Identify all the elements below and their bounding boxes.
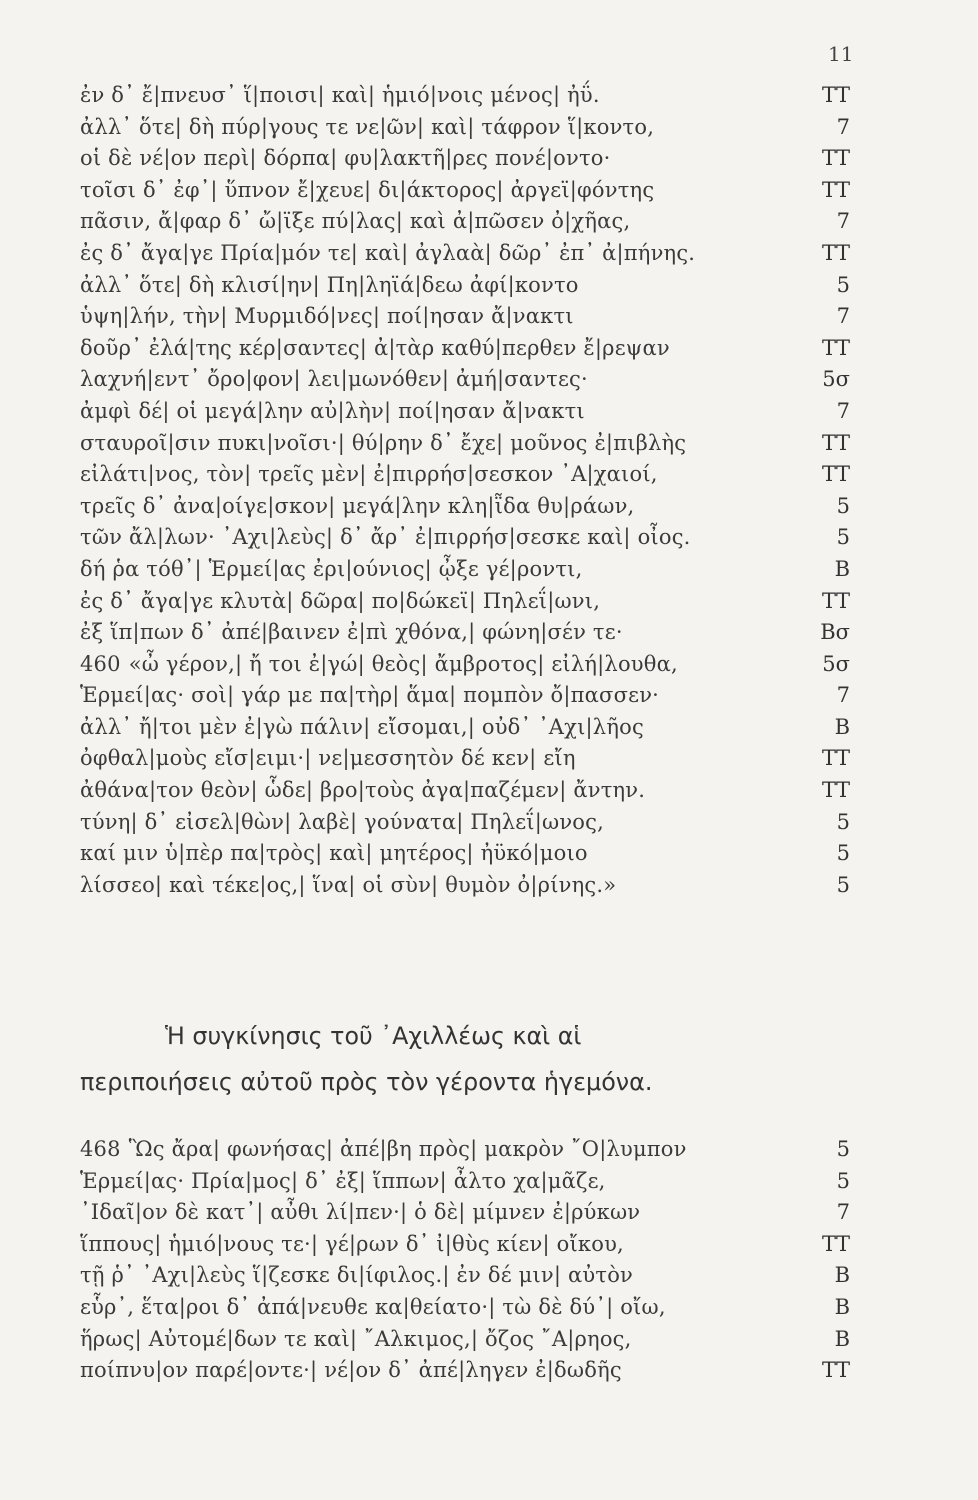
- line-number: 460: [80, 651, 121, 676]
- verse-line: [0, 238, 978, 270]
- verse-text: [80, 238, 695, 270]
- verse-words: ὀφθαλ|μοὺς εἴσ|ειμι·| νε|μεσσητὸν δέ κεν| εἴη: [80, 746, 576, 771]
- verse-text: [80, 459, 658, 491]
- meter-mark: ΤΤ: [821, 430, 850, 455]
- meter-mark: Β: [834, 1326, 850, 1351]
- verse-text: [80, 1260, 633, 1292]
- meter-mark: 5: [836, 872, 850, 897]
- meter-mark: 7: [836, 304, 850, 329]
- meter-mark: 5: [836, 272, 850, 297]
- verse-words: ἐξ ἵπ|πων δ᾽ ἀπέ|βαινεν ἐ|πὶ χθόνα,| φώνη|σέν τε·: [80, 620, 623, 645]
- verse-line: [0, 143, 978, 175]
- verse-text: [80, 649, 678, 681]
- verse-words: ἀμφὶ δέ| οἱ μεγά|λην αὐ|λὴν| ποί|ησαν ἄ|νακτι: [80, 398, 585, 423]
- verse-line: [0, 870, 978, 902]
- verse-text: [80, 617, 623, 649]
- verse-words: λίσσεο| καὶ τέκε|ος,| ἵνα| οἱ σὺν| θυμὸν ὀ|ρίνης.»: [80, 872, 617, 897]
- verse-text: [80, 1324, 632, 1356]
- verse-text: [80, 680, 659, 712]
- verse-words: σταυροῖ|σιν πυκι|νοῖσι·| θύ|ρην δ᾽ ἔχε| μοῦνος ἐ|πιβλὴς: [80, 430, 687, 455]
- verse-line: [0, 175, 978, 207]
- verse-words: εἰλάτι|νος, τὸν| τρεῖς μὲν| ἐ|πιρρήσ|σεσκον ᾽Α|χαιοί,: [80, 462, 658, 487]
- verse-line: [0, 459, 978, 491]
- verse-text: [80, 270, 579, 302]
- meter-mark: ΤΤ: [821, 1358, 850, 1383]
- verse-text: [80, 743, 576, 775]
- verse-words: Ἑρμεί|ας· σοὶ| γάρ με πα|τὴρ| ἅμα| πομπὸν ὄ|πασσεν·: [80, 683, 660, 708]
- verse-line: [0, 1134, 978, 1166]
- verse-words: πᾶσιν, ἄ|φαρ δ᾽ ὤ|ϊξε πύ|λας| καὶ ἀ|πῶσεν ὀ|χῆας,: [80, 209, 631, 234]
- verse-line: [0, 1229, 978, 1261]
- verse-line: [0, 522, 978, 554]
- verse-words: τῇ ῥ᾽ ᾽Αχι|λεὺς ἵ|ζεσκε δι|ίφιλος.| ἐν δέ μιν| αὐτὸν: [80, 1263, 634, 1288]
- verse-line: [0, 396, 978, 428]
- verse-line: [0, 743, 978, 775]
- verse-text: [80, 333, 670, 365]
- verse-text: [80, 554, 582, 586]
- meter-mark: Β: [834, 714, 850, 739]
- meter-mark: 5: [836, 1137, 850, 1161]
- meter-mark: 5: [836, 809, 850, 834]
- verse-words: ποίπνυ|ον παρέ|οντε·| νέ|ον δ᾽ ἀπέ|ληγεν ἐ|δωδῆς: [80, 1358, 622, 1383]
- verse-words: ἀλλ᾽ ὅτε| δὴ κλισί|ην| Πη|ληϊά|δεω ἀφί|κοντο: [80, 272, 579, 297]
- line-number: 468: [80, 1137, 121, 1161]
- verse-line: [0, 428, 978, 460]
- verse-line: [0, 206, 978, 238]
- verse-text: [80, 1229, 624, 1261]
- meter-mark: ΤΤ: [821, 778, 850, 803]
- verse-line: [0, 301, 978, 333]
- meter-mark: ΤΤ: [821, 335, 850, 360]
- meter-mark: ΤΤ: [821, 746, 850, 771]
- verse-text: [80, 775, 645, 807]
- verse-words: τοῖσι δ᾽ ἐφ᾽| ὕπνον ἔ|χευε| δι|άκτορος| ἀργεϊ|φόντης: [80, 177, 655, 202]
- verse-line: [0, 1166, 978, 1198]
- verse-text: [80, 428, 686, 460]
- verse-text: [80, 175, 654, 207]
- meter-mark: 5: [836, 841, 850, 866]
- verse-words: ἀλλ᾽ ὅτε| δὴ πύρ|γους τε νε|ῶν| καὶ| τάφρον ἵ|κοντο,: [80, 114, 655, 139]
- verse-words: τρεῖς δ᾽ ἀνα|οίγε|σκον| μεγά|λην κλη|ῗδα θυ|ράων,: [80, 493, 635, 518]
- verse-text: [80, 807, 604, 839]
- verse-line: [0, 80, 978, 112]
- verse-line: [0, 270, 978, 302]
- verse-words: λαχνή|εντ᾽ ὄρο|φον| λει|μωνόθεν| ἀμή|σαντες·: [80, 367, 588, 392]
- verse-text: [80, 1197, 640, 1229]
- meter-mark: 5: [836, 1168, 850, 1193]
- section-heading-line-2: περιποιήσεις αὐτοῦ πρὸς τὸν γέροντα ἡγεμόνα.: [80, 1068, 653, 1096]
- verse-words: ᾽Ιδαῖ|ον δὲ κατ᾽| αὖθι λί|πεν·| ὁ δὲ| μίμνεν ἐ|ρύκων: [80, 1200, 641, 1225]
- meter-mark: 7: [836, 398, 850, 423]
- verse-words: ἥρως| Αὐτομέ|δων τε καὶ| ῎Αλκιμος,| ὄζος ῎Α|ρηος,: [80, 1326, 632, 1351]
- verse-words: ὑψη|λήν, τὴν| Μυρμιδό|νες| ποί|ησαν ἄ|νακτι: [80, 304, 574, 329]
- verse-line: [0, 1197, 978, 1229]
- verse-text: [80, 80, 600, 112]
- verse-line: [0, 1324, 978, 1356]
- verse-line: [0, 112, 978, 144]
- verse-text: [80, 112, 654, 144]
- verse-line: [0, 617, 978, 649]
- meter-mark: 7: [836, 209, 850, 234]
- verse-words: Ἑρμεί|ας· Πρία|μος| δ᾽ ἐξ| ἵππων| ἆλτο χα|μᾶζε,: [80, 1168, 606, 1193]
- verse-line: [0, 1292, 978, 1324]
- meter-mark: ΤΤ: [821, 588, 850, 613]
- verse-words: ἐς δ᾽ ἄγα|γε Πρία|μόν τε| καὶ| ἀγλαὰ| δῶρ᾽ ἐπ᾽ ἀ|πήνης.: [80, 240, 696, 265]
- verse-line: [0, 838, 978, 870]
- meter-mark: ΤΤ: [821, 1231, 850, 1256]
- meter-mark: 7: [836, 683, 850, 708]
- verse-line: [0, 491, 978, 523]
- verse-words: οἱ δὲ νέ|ον περὶ| δόρπα| φυ|λακτῆ|ρες πονέ|οντο·: [80, 146, 611, 171]
- meter-mark: 5: [836, 525, 850, 550]
- verse-text: [80, 364, 588, 396]
- verse-text: [80, 522, 691, 554]
- verse-text: [80, 838, 588, 870]
- verse-words: «ὦ γέρον,| ἤ τοι ἐ|γώ| θεὸς| ἄμβροτος| εἰλή|λουθα,: [128, 651, 678, 676]
- meter-mark: ΤΤ: [821, 462, 850, 487]
- verse-text: [80, 586, 600, 618]
- verse-line: [0, 680, 978, 712]
- meter-mark: 5: [836, 493, 850, 518]
- meter-mark: Β: [834, 556, 850, 581]
- verse-text: [80, 491, 634, 523]
- meter-mark: Β: [834, 1294, 850, 1319]
- page-number: 11: [828, 42, 854, 66]
- verse-line: [0, 586, 978, 618]
- verse-words: δή ῥα τόθ᾽| Ἑρμεί|ας ἐρι|ούνιος| ᾦξε γέ|ροντι,: [80, 556, 583, 581]
- verse-words: καί μιν ὑ|πὲρ πα|τρὸς| καὶ| μητέρος| ἠϋκό|μοιο: [80, 841, 588, 866]
- meter-mark: Βσ: [820, 620, 850, 645]
- meter-mark: ΤΤ: [821, 83, 850, 107]
- section-heading-line-1: Ἡ συγκίνησις τοῦ ᾽Αχιλλέως καὶ αἱ: [165, 1022, 582, 1050]
- verse-text: [80, 712, 644, 744]
- verse-line: [0, 775, 978, 807]
- verse-line: [0, 649, 978, 681]
- meter-mark: 7: [836, 1200, 850, 1225]
- verse-text: [80, 1355, 622, 1387]
- meter-mark: 7: [836, 114, 850, 139]
- verse-line: [0, 807, 978, 839]
- verse-line: [0, 712, 978, 744]
- verse-text: [80, 396, 585, 428]
- verse-text: [80, 301, 574, 333]
- verse-block-2: [0, 1134, 978, 1387]
- verse-text: [80, 1292, 666, 1324]
- verse-words: ἀθάνα|τον θεὸν| ὧδε| βρο|τοὺς ἀγα|παζέμεν| ἄντην.: [80, 778, 646, 803]
- verse-words: ἐς δ᾽ ἄγα|γε κλυτὰ| δῶρα| πο|δώκεϊ| Πηλεΐ|ωνι,: [80, 588, 601, 613]
- meter-mark: 5σ: [822, 367, 850, 392]
- verse-words: εὗρ᾽, ἕτα|ροι δ᾽ ἀπά|νευθε κα|θείατο·| τὼ δὲ δύ᾽| οἴω,: [80, 1294, 666, 1319]
- verse-text: [80, 206, 630, 238]
- verse-words: τύνη| δ᾽ εἰσελ|θὼν| λαβὲ| γούνατα| Πηλεΐ|ωνος,: [80, 809, 604, 834]
- verse-words: δοῦρ᾽ ἐλά|της κέρ|σαντες| ἀ|τὰρ καθύ|περθεν ἔ|ρεψαν: [80, 335, 670, 360]
- meter-mark: ΤΤ: [821, 146, 850, 171]
- verse-line: [0, 333, 978, 365]
- verse-block-1: [0, 80, 978, 901]
- verse-words: ἀλλ᾽ ἤ|τοι μὲν ἐ|γὼ πάλιν| εἴσομαι,| οὐδ᾽ ᾽Αχι|λῆος: [80, 714, 644, 739]
- verse-words: ἵππους| ἡμιό|νους τε·| γέ|ρων δ᾽ ἰ|θὺς κίεν| οἴκου,: [80, 1231, 624, 1256]
- meter-mark: Β: [834, 1263, 850, 1288]
- verse-line: [0, 554, 978, 586]
- verse-words: Ὣς ἄρα| φωνήσας| ἀπέ|βη πρὸς| μακρὸν ῎Ο|λυμπον: [128, 1137, 687, 1161]
- meter-mark: 5σ: [822, 651, 850, 676]
- verse-line: [0, 364, 978, 396]
- verse-words: ἐν δ᾽ ἔ|πνευσ᾽ ἵ|ποισι| καὶ| ἡμιό|νοις μένος| ἠΰ.: [80, 83, 600, 107]
- verse-text: [80, 870, 616, 902]
- meter-mark: ΤΤ: [821, 177, 850, 202]
- verse-text: [80, 1166, 606, 1198]
- verse-line: [0, 1260, 978, 1292]
- verse-line: [0, 1355, 978, 1387]
- verse-text: [80, 143, 611, 175]
- verse-text: [80, 1134, 687, 1166]
- meter-mark: ΤΤ: [821, 240, 850, 265]
- verse-words: τῶν ἄλ|λων· ᾽Αχι|λεὺς| δ᾽ ἄρ᾽ ἐ|πιρρήσ|σεσκε καὶ| οἶος.: [80, 525, 691, 550]
